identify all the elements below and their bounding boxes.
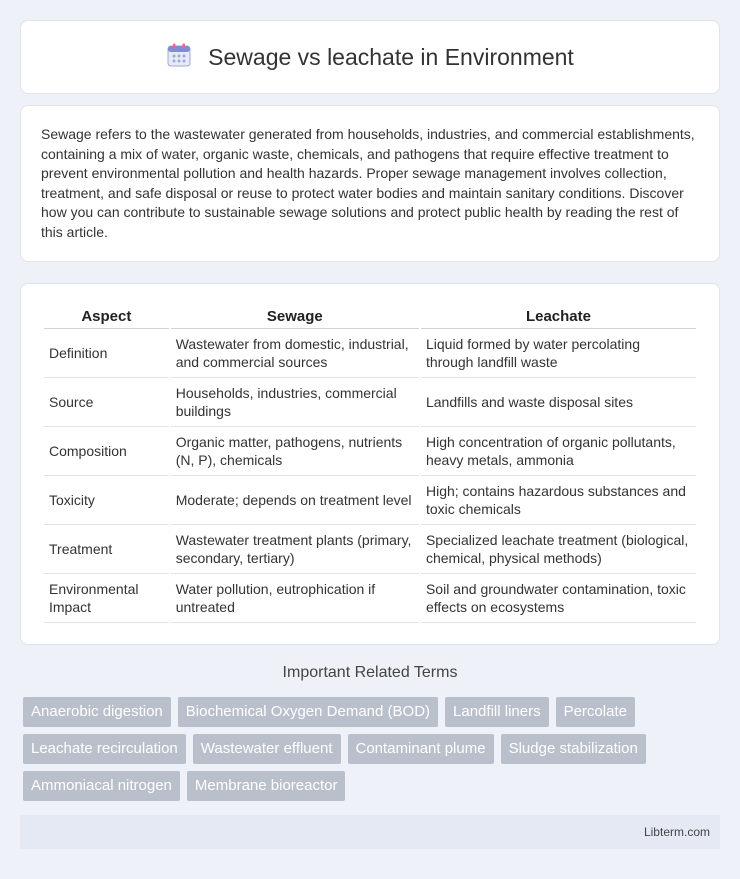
related-term-tag[interactable]: Sludge stabilization [501,734,646,764]
related-term-tag[interactable]: Wastewater effluent [193,734,341,764]
table-cell: Specialized leachate treatment (biological, chemical, physical methods) [421,525,696,574]
table-row [44,329,696,378]
related-term-tag[interactable]: Membrane bioreactor [187,771,346,801]
calendar-icon [166,42,192,73]
related-term-tag[interactable]: Landfill liners [445,697,549,727]
table-header-row [44,304,696,329]
table-cell: Soil and groundwater contamination, toxic effects on ecosystems [421,574,696,623]
related-term-tag[interactable]: Percolate [556,697,635,727]
table-cell: Wastewater treatment plants (primary, secondary, tertiary) [171,525,419,574]
table-cell: Landfills and waste disposal sites [421,378,696,427]
table-row [44,574,696,623]
table-cell: Households, industries, commercial buildings [171,378,419,427]
related-term-tag[interactable]: Ammoniacal nitrogen [23,771,180,801]
table-row [44,427,696,476]
comparison-table-card [20,283,720,645]
table-cell: Composition [44,427,169,476]
table-cell: Organic matter, pathogens, nutrients (N, P), chemicals [171,427,419,476]
intro-card [20,105,720,262]
related-terms-list [23,697,713,801]
header-card [20,20,720,94]
related-term-tag[interactable]: Biochemical Oxygen Demand (BOD) [178,697,438,727]
footer-brand-link[interactable]: Libterm.com [643,825,710,839]
header-sewage: Sewage [171,304,419,329]
table-cell: Wastewater from domestic, industrial, and commercial sources [171,329,419,378]
page-title: Sewage vs leachate in Environment [208,43,574,70]
table-cell: Environmental Impact [44,574,169,623]
table-row [44,378,696,427]
table-cell: Toxicity [44,476,169,525]
comparison-table [42,304,698,623]
table-cell: Water pollution, eutrophication if untreated [171,574,419,623]
related-term-tag[interactable]: Contaminant plume [348,734,494,764]
table-row [44,525,696,574]
table-cell: Source [44,378,169,427]
table-cell: Liquid formed by water percolating through landfill waste [421,329,696,378]
related-term-tag[interactable]: Leachate recirculation [23,734,186,764]
related-terms-title: Important Related Terms [282,664,458,681]
related-term-tag[interactable]: Anaerobic digestion [23,697,171,727]
table-cell: Definition [44,329,169,378]
footer [20,815,720,849]
table-cell: High concentration of organic pollutants, heavy metals, ammonia [421,427,696,476]
intro-paragraph: Sewage refers to the wastewater generated from households, industries, and commercial establishments, containing a mix of water, organic waste, chemicals, and pathogens that require effective treatment to prevent environmental pollution and health hazards. Proper sewage management involves collection, treatment, and safe disposal or reuse to protect water bodies and maintain sanitary conditions. Discover how you can contribute to sustainable sewage solutions and protect public health by reading the rest of this article. [41,126,695,240]
table-cell: High; contains hazardous substances and toxic chemicals [421,476,696,525]
table-cell: Treatment [44,525,169,574]
header-aspect: Aspect [44,304,169,329]
table-cell: Moderate; depends on treatment level [171,476,419,525]
table-row [44,476,696,525]
header-leachate: Leachate [421,304,696,329]
